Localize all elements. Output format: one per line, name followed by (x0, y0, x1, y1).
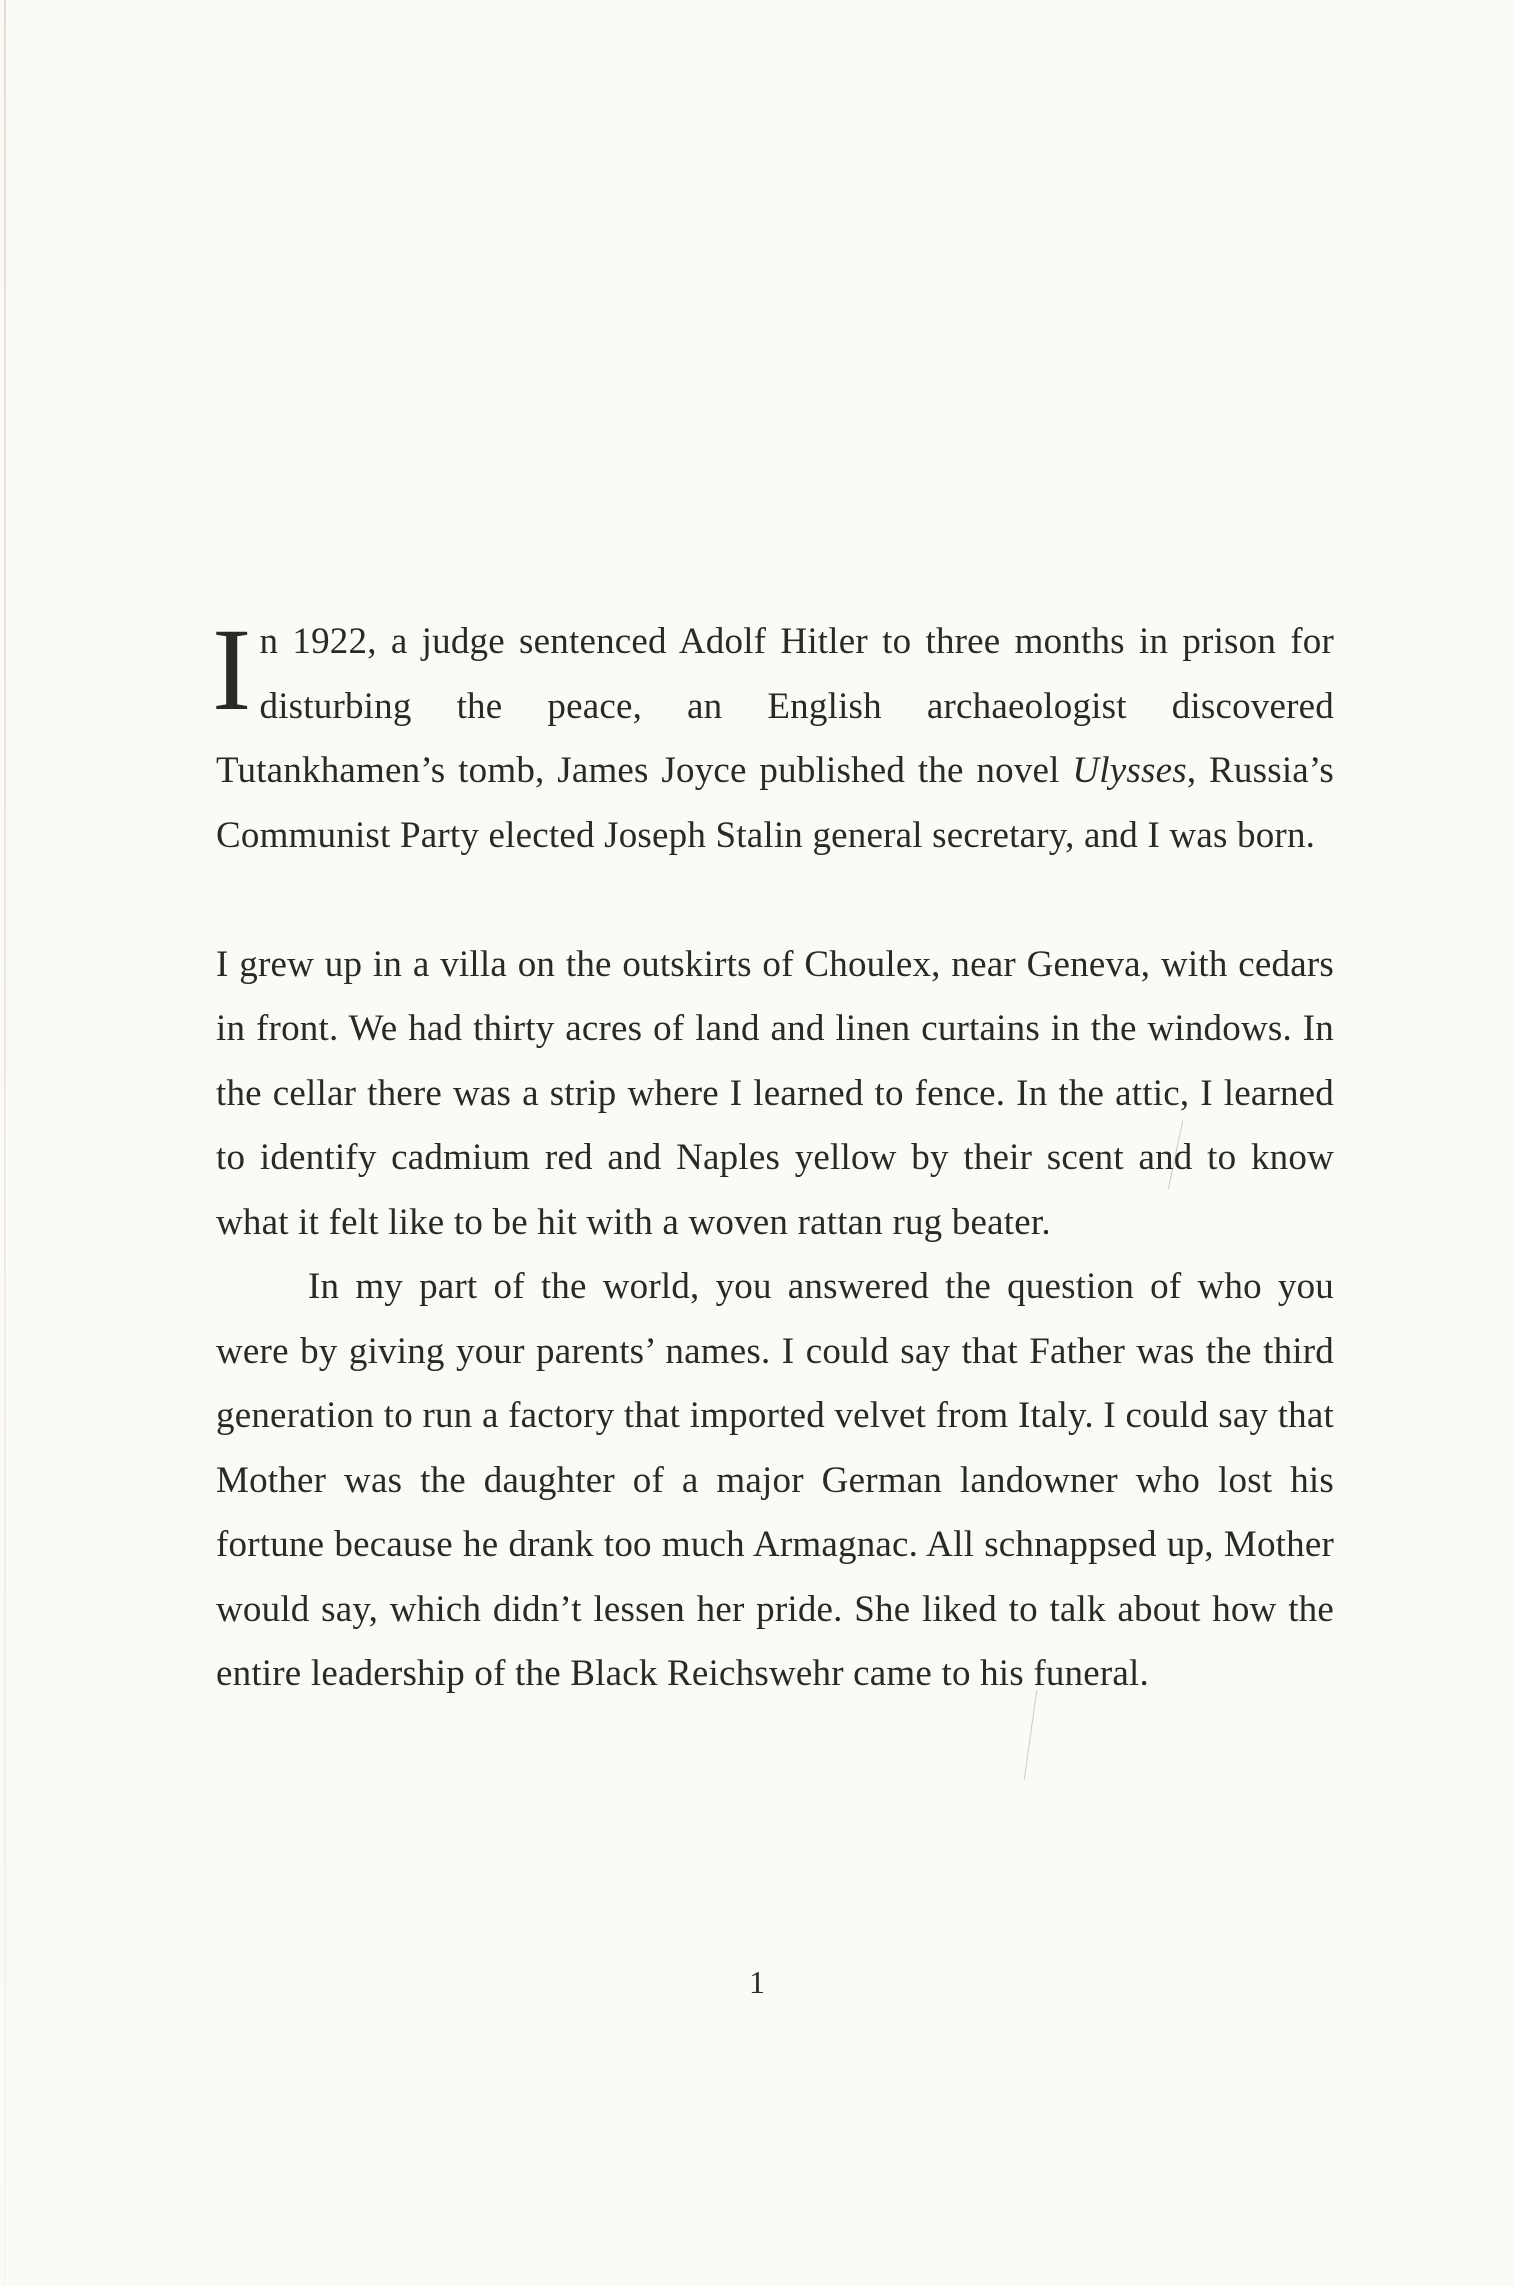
book-title-italic: Ulysses (1072, 750, 1187, 791)
page-gutter-edge (4, 0, 6, 2286)
section-break (216, 868, 1334, 933)
paragraph-3: In my part of the world, you answered the question of who you were by giving your parents’ names. I could say that Father was the third generation to run a factory that imported velvet from Italy. I could say that Mother was the daughter of a major German landowner who lost his fortune because he drank too much Armagnac. All schnappsed up, Mother would say, which didn’t lessen her pride. She liked to talk about how the entire leadership of the Black Reichswehr came to his funeral. (216, 1266, 1334, 1694)
opening-paragraph (212, 604, 1335, 868)
page-number: 1 (749, 1964, 765, 2000)
opening-text-end: , Russia’s Communist Party elected Joseph Stalin general secretary, and I was born. (216, 750, 1335, 856)
chapter-text (212, 604, 1335, 1707)
paragraph-2: I grew up in a villa on the outskirts of Choulex, near Geneva, with cedars in front. We had thirty acres of land and linen curtains in the windows. In the cellar there was a strip where I learned to fence. In the attic, I learned to identify cadmium red and Naples yellow by their scent and to know what it felt like to be hit with a woven rattan rug beater. (216, 943, 1334, 1243)
drop-cap: I (212, 604, 252, 735)
opening-text: n 1922, a judge sentenced Adolf Hitler to three months in prison for disturbing the peace, an English archaeologist discovered Tutankhamen’s tomb, James Joyce published the novel (216, 621, 1334, 791)
